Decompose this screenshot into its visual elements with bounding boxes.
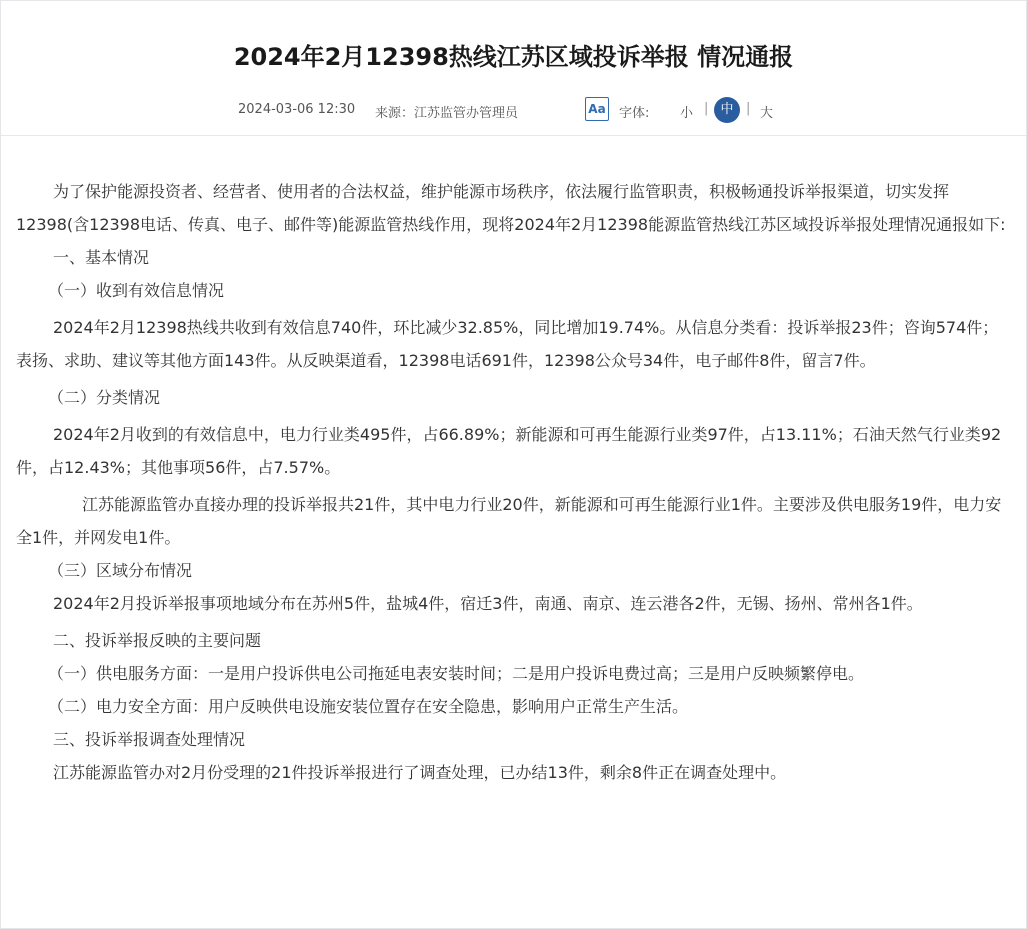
body-paragraph: 2024年2月12398热线共收到有效信息740件，环比减少32.85%，同比增加19.74%。从信息分类看：投诉举报23件；咨询574件；表扬、求助、建议等其他方面143件。从反映渠道看，12398电话691件，12398公众号34件，电子邮件8件，留言7件。	[16, 318, 999, 370]
font-size-medium-button[interactable]: 中	[714, 97, 740, 123]
font-size-small-button[interactable]: 小	[680, 106, 694, 121]
article-title: 2024年2月12398热线江苏区域投诉举报 情况通报	[233, 43, 794, 71]
intro-paragraph: 为了保护能源投资者、经营者、使用者的合法权益，维护能源市场秩序，依法履行监管职责，积极畅通投诉举报渠道，切实发挥12398(含12398电话、传真、电子、邮件等)能源监管热线作用，现将2024年2月12398能源监管热线江苏区域投诉举报处理情况通报如下:	[16, 182, 1006, 234]
body-paragraph: 江苏能源监管办直接办理的投诉举报共21件，其中电力行业20件，新能源和可再生能源行业1件。主要涉及供电服务19件，电力安全1件，并网发电1件。	[16, 495, 1002, 547]
font-size-label: 字体:	[619, 106, 650, 121]
font-size-separator: |	[746, 101, 751, 116]
article-body	[16, 175, 1011, 789]
article-header	[1, 1, 1026, 136]
body-paragraph: 江苏能源监管办对2月份受理的21件投诉举报进行了调查处理，已办结13件，剩余8件正在调查处理中。	[53, 763, 787, 782]
section-heading: 三、投诉举报调查处理情况	[53, 730, 246, 749]
body-paragraph: （二）电力安全方面：用户反映供电设施安装位置存在安全隐患，影响用户正常生产生活。	[48, 697, 689, 716]
font-size-separator: |	[704, 101, 709, 116]
subsection-heading: （一）收到有效信息情况	[48, 281, 225, 300]
subsection-heading: （三）区域分布情况	[48, 561, 193, 580]
body-paragraph: 2024年2月收到的有效信息中，电力行业类495件，占66.89%；新能源和可再生能源行业类97件，占13.11%；石油天然气行业类92件，占12.43%；其他事项56件，占7.57%。	[16, 425, 1002, 477]
font-size-large-button[interactable]: 大	[760, 106, 774, 121]
font-size-icon: Aa	[585, 97, 609, 121]
section-heading: 二、投诉举报反映的主要问题	[53, 631, 262, 650]
subsection-heading: （二）分类情况	[48, 388, 161, 407]
section-heading: 一、基本情况	[53, 248, 150, 267]
article-source: 来源：江苏监管办管理员	[375, 106, 519, 121]
body-paragraph: （一）供电服务方面：一是用户投诉供电公司拖延电表安装时间；二是用户投诉电费过高；三是用户反映频繁停电。	[48, 664, 865, 683]
publish-date: 2024-03-06 12:30	[238, 102, 356, 117]
article-meta	[1, 97, 1026, 123]
body-paragraph: 2024年2月投诉举报事项地域分布在苏州5件，盐城4件，宿迁3件，南通、南京、连云港各2件，无锡、扬州、常州各1件。	[53, 594, 923, 613]
